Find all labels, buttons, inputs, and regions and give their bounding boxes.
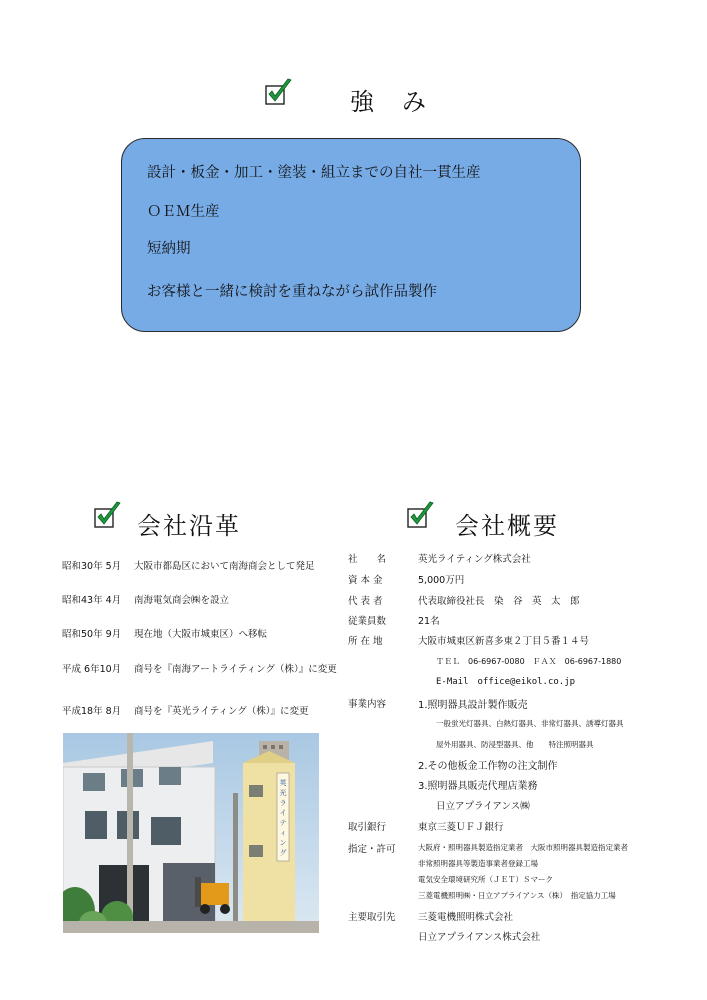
rep-label: 代 表 者: [348, 596, 383, 607]
sign-char-3: イ: [279, 809, 287, 817]
strength-item: お客様と一緒に検討を重ねながら試作品製作: [147, 284, 437, 300]
sign-char-5: ィ: [279, 829, 287, 837]
history-row: [62, 592, 229, 606]
history-event: 大阪市都島区において南海商会として発足: [134, 561, 315, 572]
address-label: 所 在 地: [348, 636, 383, 647]
checkbox-check-icon: [264, 77, 294, 107]
capital-label: 資 本 金: [348, 575, 383, 586]
license-item: 非常照明器具等製造事業者登録工場: [418, 859, 538, 868]
overview-title: 会社概要: [455, 512, 559, 540]
history-event: 商号を『南海アートライティング（株）』に変更: [134, 664, 337, 675]
business-label: 事業内容: [348, 699, 387, 710]
sign-char-2: ラ: [279, 799, 287, 807]
history-date: 昭和43年 4月: [62, 595, 122, 606]
business-item: 3.照明器具販売代理店業務: [418, 781, 538, 792]
history-title: 会社沿革: [137, 512, 241, 540]
strengths-title: 強 み: [350, 88, 428, 116]
sign-char-4: テ: [279, 819, 287, 827]
strength-item: ＯＥＭ生産: [147, 204, 220, 220]
sign-char-7: グ: [279, 849, 287, 857]
building-photo: [63, 733, 319, 933]
history-row: [62, 626, 267, 640]
strength-item: 短納期: [147, 241, 191, 257]
client-item: 日立アプライアンス株式会社: [418, 932, 541, 943]
checkbox-check-icon: [406, 500, 436, 530]
strengths-box: [121, 138, 581, 332]
bank-value: 東京三菱ＵＦＪ銀行: [418, 822, 504, 833]
company-name: 英光ライティング株式会社: [418, 554, 531, 565]
sign-char-1: 光: [279, 789, 287, 797]
business-item: 2.その他板金工作物の注文制作: [418, 761, 558, 772]
history-event: 現在地（大阪市城東区）へ移転: [134, 629, 268, 640]
history-date: 昭和50年 9月: [62, 629, 122, 640]
business-item: 一般蛍光灯器具、白熱灯器具、非常灯器具、誘導灯器具: [436, 719, 624, 728]
history-date: 平成18年 8月: [62, 706, 122, 717]
checkbox-check-icon: [93, 500, 123, 530]
license-label: 指定・許可: [348, 844, 396, 855]
address-value: 大阪市城東区新喜多東２丁目５番１４号: [418, 636, 590, 647]
clients-label: 主要取引先: [348, 912, 396, 923]
history-row: [62, 661, 337, 675]
capital-value: 5,000万円: [418, 575, 465, 586]
business-item: 屋外用器具、防浸型器具、他 特注照明器具: [436, 740, 594, 749]
history-row: [62, 558, 315, 572]
rep-value: 代表取締役社長 染 谷 英 太 郎: [418, 596, 580, 607]
history-row: [62, 703, 309, 717]
business-item: 日立アプライアンス㈱: [436, 801, 530, 812]
license-item: 三菱電機照明㈱・日立アプライアンス（株） 指定協力工場: [418, 891, 616, 900]
company-label: 社 名: [348, 554, 387, 565]
business-item: 1.照明器具設計製作販売: [418, 700, 528, 711]
strength-item: 設計・板金・加工・塗装・組立までの自社一貫生産: [147, 165, 481, 181]
history-event: 商号を『英光ライティング（株）』に変更: [134, 706, 309, 717]
employees-label: 従業員数: [348, 616, 387, 627]
tel-fax: ＴＥＬ 06-6967-0080 ＦＡＸ 06-6967-1880: [436, 657, 622, 666]
bank-label: 取引銀行: [348, 822, 387, 833]
email: E-Mail office@eikol.co.jp: [436, 677, 576, 687]
sign-char-0: 英: [279, 779, 287, 787]
history-event: 南海電気商会㈱を設立: [134, 595, 230, 606]
employees-value: 21名: [418, 616, 440, 627]
client-item: 三菱電機照明株式会社: [418, 912, 514, 923]
license-item: 電気安全環境研究所（ＪＥＴ）Ｓマーク: [418, 875, 553, 884]
sign-char-6: ン: [279, 839, 287, 847]
history-date: 平成 6年10月: [62, 664, 122, 675]
history-date: 昭和30年 5月: [62, 561, 122, 572]
license-item: 大阪府・照明器具製造指定業者 大阪市照明器具製造指定業者: [418, 843, 628, 852]
